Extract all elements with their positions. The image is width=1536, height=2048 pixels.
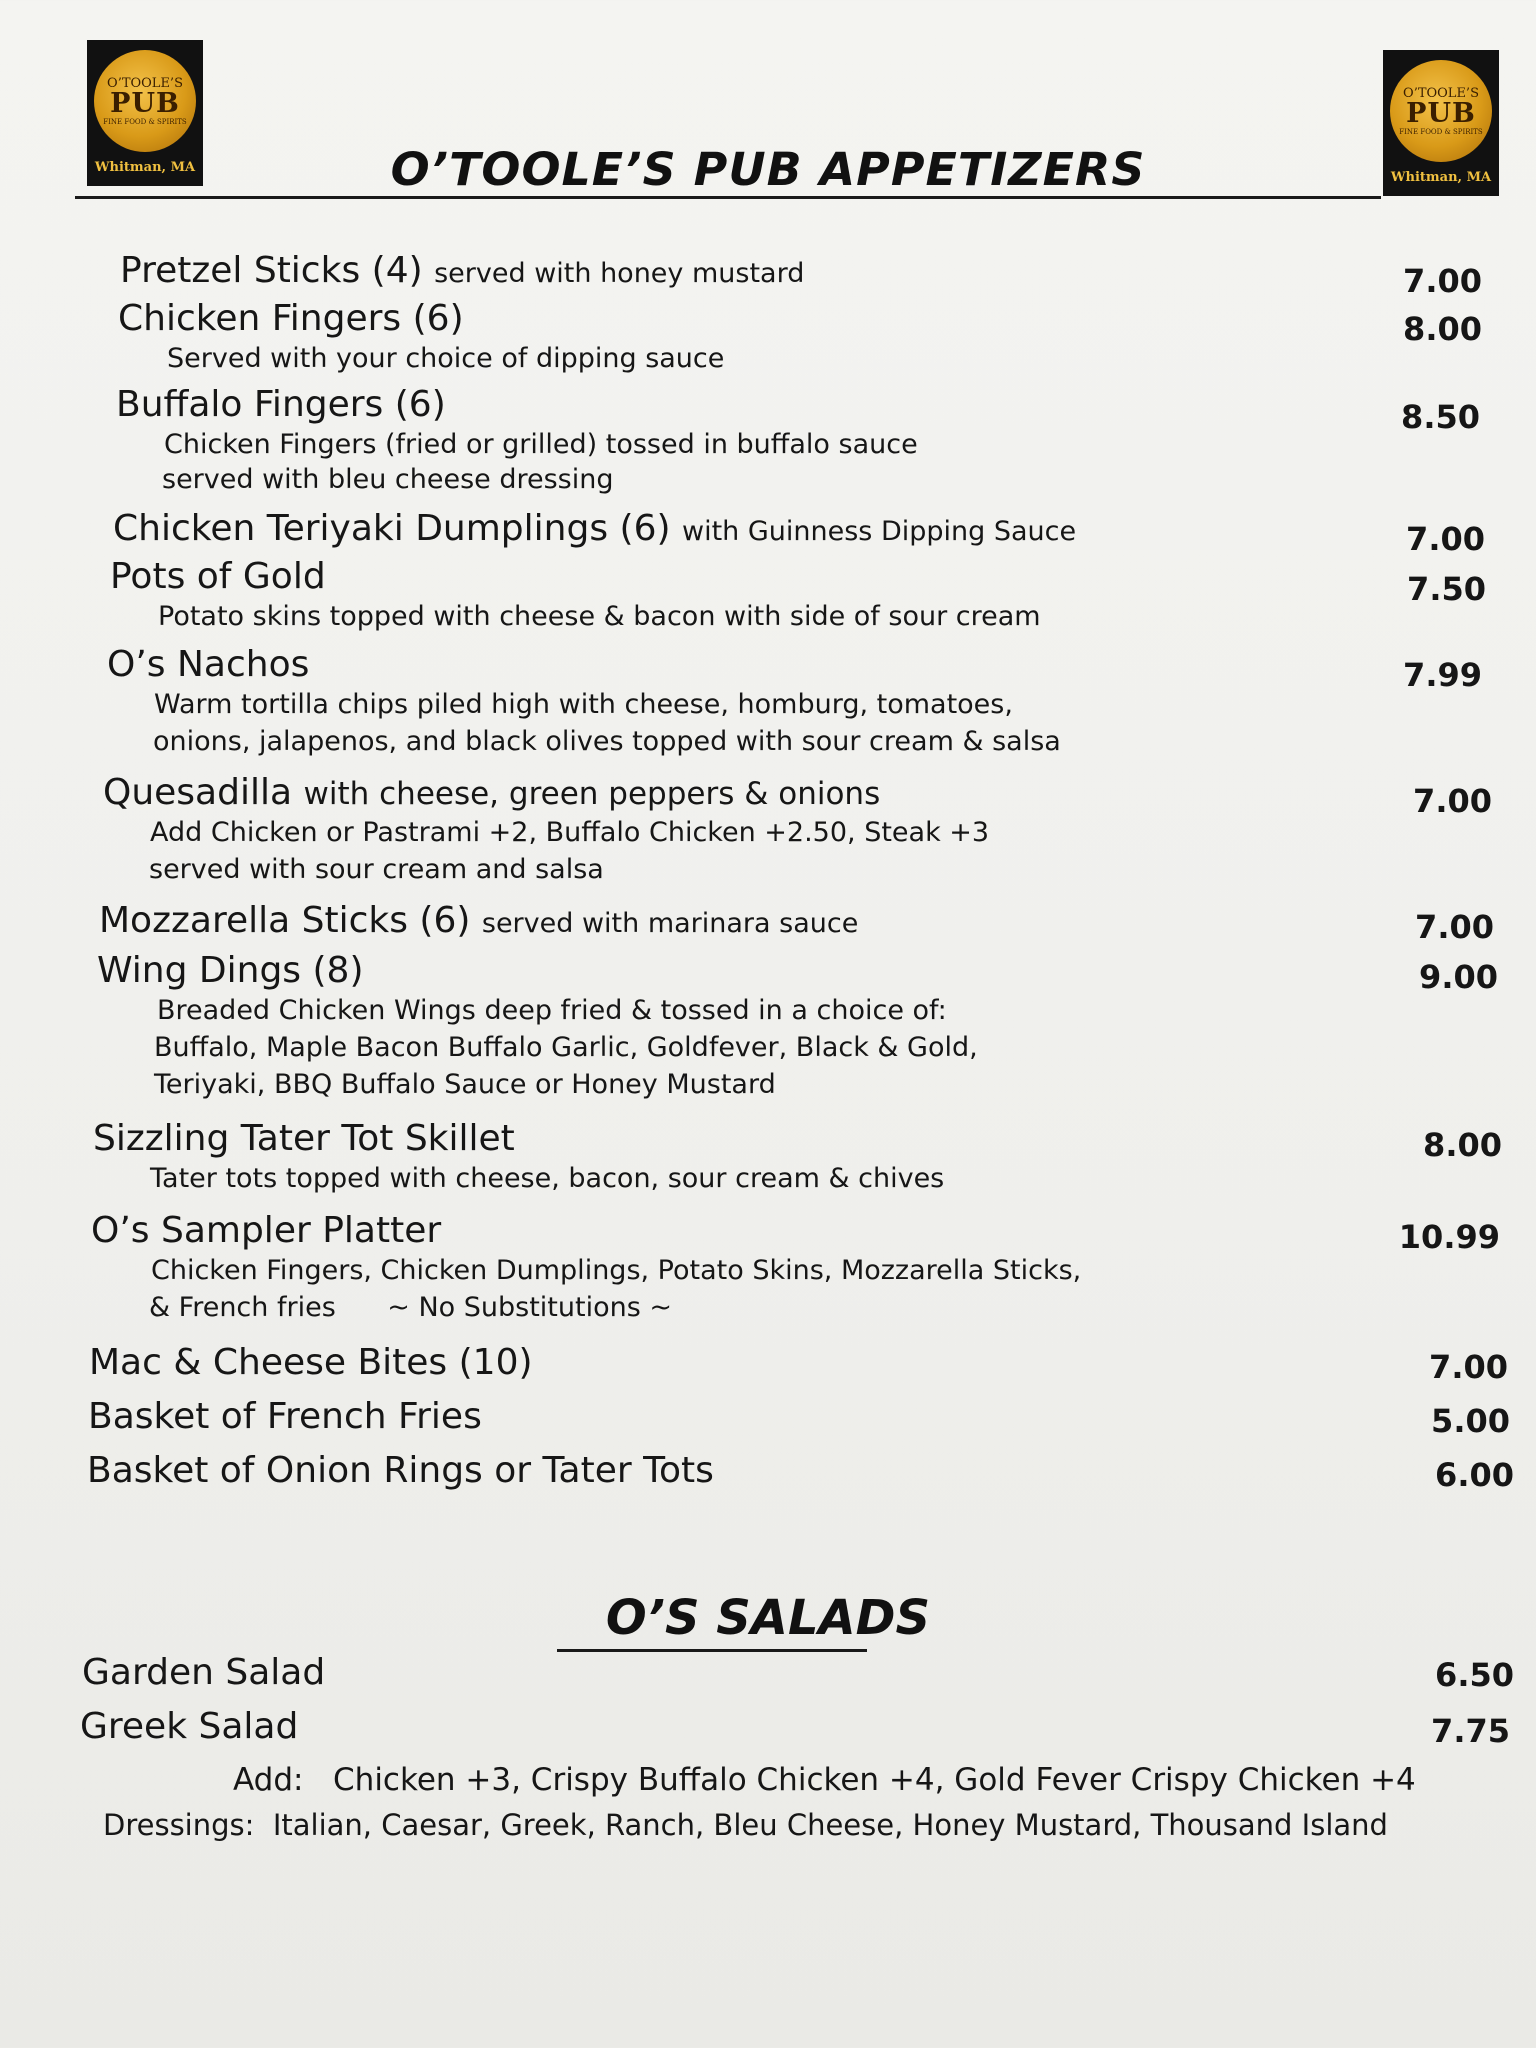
item-price: 6.50	[1435, 1656, 1514, 1694]
item-description: Warm tortilla chips piled high with cheese, homburg, tomatoes,	[154, 689, 1013, 720]
salad-add-ons: Add: Chicken +3, Crispy Buffalo Chicken +4, Gold Fever Crispy Chicken +4	[233, 1762, 1416, 1798]
item-name: Chicken Teriyaki Dumplings (6) with Guinness Dipping Sauce	[113, 508, 1077, 549]
item-description: served with bleu cheese dressing	[162, 464, 614, 496]
logo-city: Whitman, MA	[94, 160, 196, 175]
item-price: 7.00	[1406, 520, 1485, 558]
menu-item	[80, 1706, 298, 1747]
item-price: 7.99	[1403, 656, 1482, 694]
menu-item	[103, 772, 989, 889]
item-name: Chicken Fingers (6)	[118, 298, 464, 339]
item-name: Buffalo Fingers (6)	[116, 384, 446, 425]
menu-item	[118, 298, 724, 378]
item-description: Buffalo, Maple Bacon Buffalo Garlic, Goldfever, Black & Gold,	[154, 1032, 978, 1064]
menu-item	[82, 1652, 325, 1693]
logo-medallion	[94, 50, 196, 152]
logo-text: O’TOOLE’S	[107, 75, 183, 91]
menu-item	[120, 250, 804, 291]
item-name: O’s Nachos	[107, 644, 310, 685]
item-price: 10.99	[1398, 1218, 1500, 1256]
item-name: Wing Dings (8)	[97, 950, 364, 991]
item-price: 7.00	[1415, 908, 1494, 946]
menu-item	[89, 1342, 533, 1383]
item-price: 7.75	[1431, 1712, 1510, 1750]
item-description: Add Chicken or Pastrami +2, Buffalo Chicken +2.50, Steak +3	[150, 817, 990, 848]
item-name: Quesadilla with cheese, green peppers & onions	[103, 772, 881, 813]
item-name: O’s Sampler Platter	[91, 1210, 442, 1251]
item-name: Basket of French Fries	[88, 1396, 482, 1437]
menu-item	[93, 1118, 944, 1198]
item-name: Mozzarella Sticks (6) served with marinara sauce	[99, 900, 859, 941]
item-price: 8.00	[1423, 1126, 1502, 1164]
logo-text: FINE FOOD & SPIRITS	[103, 117, 187, 126]
item-price: 7.00	[1403, 262, 1482, 300]
logo-text: FINE FOOD & SPIRITS	[1399, 127, 1483, 136]
menu-item	[88, 1396, 482, 1437]
salad-dressings: Dressings: Italian, Caesar, Greek, Ranch, Bleu Cheese, Honey Mustard, Thousand Island	[103, 1808, 1388, 1842]
logo-text: PUB	[110, 87, 180, 119]
item-name: Basket of Onion Rings or Tater Tots	[87, 1450, 714, 1491]
logo-city: Whitman, MA	[1390, 170, 1492, 185]
item-name: Greek Salad	[80, 1706, 299, 1747]
logo-text: PUB	[1406, 97, 1476, 129]
item-description: Served with your choice of dipping sauce	[167, 343, 725, 374]
item-name: Mac & Cheese Bites (10)	[89, 1342, 533, 1383]
item-description: Tater tots topped with cheese, bacon, sour cream & chives	[150, 1163, 945, 1194]
logo-text: O’TOOLE’S	[1403, 85, 1479, 101]
item-description: Chicken Fingers (fried or grilled) tossed in buffalo sauce	[164, 429, 918, 460]
item-price: 8.50	[1401, 398, 1480, 436]
item-name: Sizzling Tater Tot Skillet	[93, 1118, 515, 1159]
menu-item	[87, 1450, 714, 1491]
item-description: served with sour cream and salsa	[149, 854, 604, 886]
item-price: 6.00	[1435, 1456, 1514, 1494]
item-name: Pots of Gold	[110, 556, 326, 597]
page-title: O’TOOLE’S PUB APPETIZERS	[390, 143, 1146, 196]
item-price: 5.00	[1431, 1402, 1510, 1440]
menu-item	[97, 950, 978, 1104]
salads-underline	[557, 1649, 867, 1652]
item-description: Breaded Chicken Wings deep fried & tossed in a choice of:	[157, 995, 947, 1026]
item-description: Chicken Fingers, Chicken Dumplings, Potato Skins, Mozzarella Sticks,	[151, 1255, 1082, 1286]
menu-item	[107, 644, 1061, 761]
menu-item	[99, 900, 858, 941]
item-description: onions, jalapenos, and black olives topped with sour cream & salsa	[153, 726, 1061, 758]
menu-item	[113, 508, 1076, 549]
item-description: Teriyaki, BBQ Buffalo Sauce or Honey Mustard	[154, 1069, 776, 1101]
item-price: 7.00	[1413, 782, 1492, 820]
salads-heading: O’S SALADS	[605, 1590, 931, 1646]
item-description: & French fries ~ No Substitutions ~	[149, 1292, 672, 1324]
menu-item	[116, 384, 918, 499]
item-price: 7.50	[1407, 570, 1486, 608]
item-name: Garden Salad	[82, 1652, 326, 1693]
menu-item	[91, 1210, 1081, 1327]
item-description: Potato skins topped with cheese & bacon with side of sour cream	[158, 601, 1041, 632]
item-price: 7.00	[1429, 1348, 1508, 1386]
menu-item	[110, 556, 1041, 636]
item-name: Pretzel Sticks (4) served with honey mustard	[120, 250, 805, 291]
title-underline	[75, 196, 1381, 199]
item-price: 8.00	[1403, 310, 1482, 348]
item-price: 9.00	[1419, 958, 1498, 996]
